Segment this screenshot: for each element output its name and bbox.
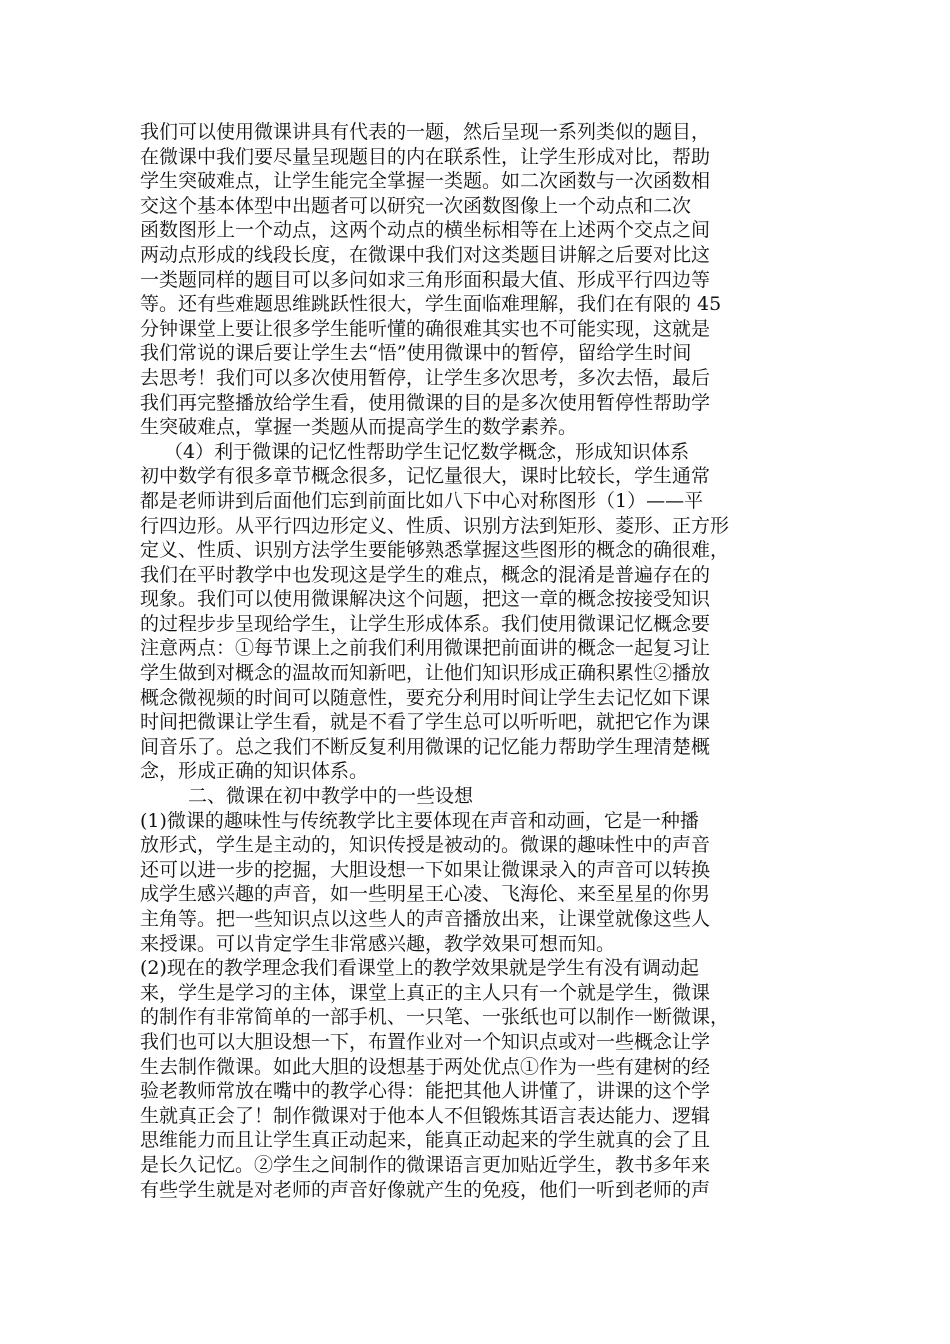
text-line: 成学生感兴趣的声音，如一些明星王心凌、飞海伦、来至星星的你男 (140, 883, 711, 906)
text-line: 时间把微课让学生看，就是不看了学生总可以听听吧，就把它作为课 (140, 711, 711, 734)
text-line: 我们常说的课后要让学生去“悟”使用微课中的暂停，留给学生时间 (140, 342, 692, 365)
text-line: 两动点形成的线段长度，在微课中我们对这类题目讲解之后要对比这 (140, 243, 711, 266)
text-line: 我们可以使用微课讲具有代表的一题，然后呈现一系列类似的题目， (140, 121, 711, 143)
text-line: 行四边形。从平行四边形定义、性质、识别方法到矩形、菱形、正方形 (140, 514, 730, 537)
text-line: 我们再完整播放给学生看，使用微课的目的是多次使用暂停性帮助学 (140, 391, 711, 414)
text-line: 函数图形上一个动点，这两个动点的横坐标相等在上述两个交点之间 (140, 219, 711, 242)
text-line: 思维能力而且让学生真正动起来，能真正动起来的学生就真的会了且 (140, 1129, 711, 1152)
text-line: 来，学生是学习的主体，课堂上真正的主人只有一个就是学生，微课 (140, 981, 711, 1004)
text-line: 分钟课堂上要让很多学生能听懂的确很难其实也不可能实现，这就是 (140, 317, 711, 340)
text-line: 来授课。可以肯定学生非常感兴趣，教学效果可想而知。 (140, 932, 616, 955)
text-line: 有些学生就是对老师的声音好像就产生的免疫，他们一听到老师的声 (140, 1178, 711, 1201)
section-heading-4: （4）利于微课的记忆性帮助学生记忆数学概念，形成知识体系 (164, 440, 690, 463)
text-line: 我们也可以大胆设想一下，布置作业对一个知识点或对一些概念让学 (140, 1030, 711, 1053)
text-line: 的过程步步呈现给学生，让学生形成体系。我们使用微课记忆概念要 (140, 612, 711, 635)
section-heading-2: 二、微课在初中教学中的一些设想 (188, 785, 474, 808)
text-line: 生就真正会了！制作微课对于他本人不但锻炼其语言表达能力、逻辑 (140, 1104, 711, 1127)
text-line: (2)现在的教学理念我们看课堂上的教学效果就是学生有没有调动起 (140, 957, 699, 980)
text-line: 注意两点：①每节课上之前我们利用微课把前面讲的概念一起复习让 (140, 637, 711, 660)
text-line: 在微课中我们要尽量呈现题目的内在联系性，让学生形成对比，帮助 (140, 145, 711, 168)
text-line: 是长久记忆。②学生之间制作的微课语言更加贴近学生，教书多年来 (140, 1153, 711, 1176)
text-line: 交这个基本体型中出题者可以研究一次函数图像上一个动点和二次 (140, 194, 692, 217)
text-line: 生突破难点，掌握一类题从而提高学生的数学素养。 (140, 416, 578, 439)
document-body (140, 120, 820, 1202)
text-line: (1)微课的趣味性与传统教学比主要体现在声音和动画，它是一种播 (140, 809, 699, 832)
text-line: 念，形成正确的知识体系。 (140, 760, 369, 783)
text-line: 验老教师常放在嘴中的教学心得：能把其他人讲懂了，讲课的这个学 (140, 1080, 711, 1103)
text-line: 间音乐了。总之我们不断反复利用微课的记忆能力帮助学生理清楚概 (140, 735, 711, 758)
text-line: 定义、性质、识别方法学生要能够熟悉掌握这些图形的概念的确很难， (140, 539, 730, 562)
text-line: 的制作有非常简单的一部手机、一只笔、一张纸也可以制作一断微课， (140, 1006, 730, 1029)
text-line: 现象。我们可以使用微课解决这个问题，把这一章的概念按接受知识 (140, 588, 711, 611)
text-line: 生去制作微课。如此大胆的设想基于两处优点①作为一些有建树的经 (140, 1055, 711, 1078)
text-line: 等。还有些难题思维跳跃性很大，学生面临难理解，我们在有限的 45 (140, 293, 722, 316)
text-line: 都是老师讲到后面他们忘到前面比如八下中心对称图形（1）——平 (140, 489, 704, 512)
text-line: 主角等。把一些知识点以这些人的声音播放出来，让课堂就像这些人 (140, 908, 711, 930)
text-line: 初中数学有很多章节概念很多，记忆量很大，课时比较长，学生通常 (140, 465, 711, 488)
text-line: 学生做到对概念的温故而知新吧，让他们知识形成正确积累性②播放 (140, 662, 711, 685)
text-line: 我们在平时教学中也发现这是学生的难点，概念的混淆是普遍存在的 (140, 563, 711, 586)
text-line: 一类题同样的题目可以多问如求三角形面积最大值、形成平行四边等 (140, 268, 711, 291)
text-line: 还可以进一步的挖掘，大胆设想一下如果让微课录入的声音可以转换 (140, 858, 711, 881)
text-line: 去思考！我们可以多次使用暂停，让学生多次思考，多次去悟，最后 (140, 366, 711, 389)
text-line: 概念微视频的时间可以随意性，要充分利用时间让学生去记忆如下课 (140, 686, 711, 709)
text-line: 学生突破难点，让学生能完全掌握一类题。如二次函数与一次函数相 (140, 170, 711, 193)
text-line: 放形式，学生是主动的，知识传授是被动的。微课的趣味性中的声音 (140, 834, 711, 857)
